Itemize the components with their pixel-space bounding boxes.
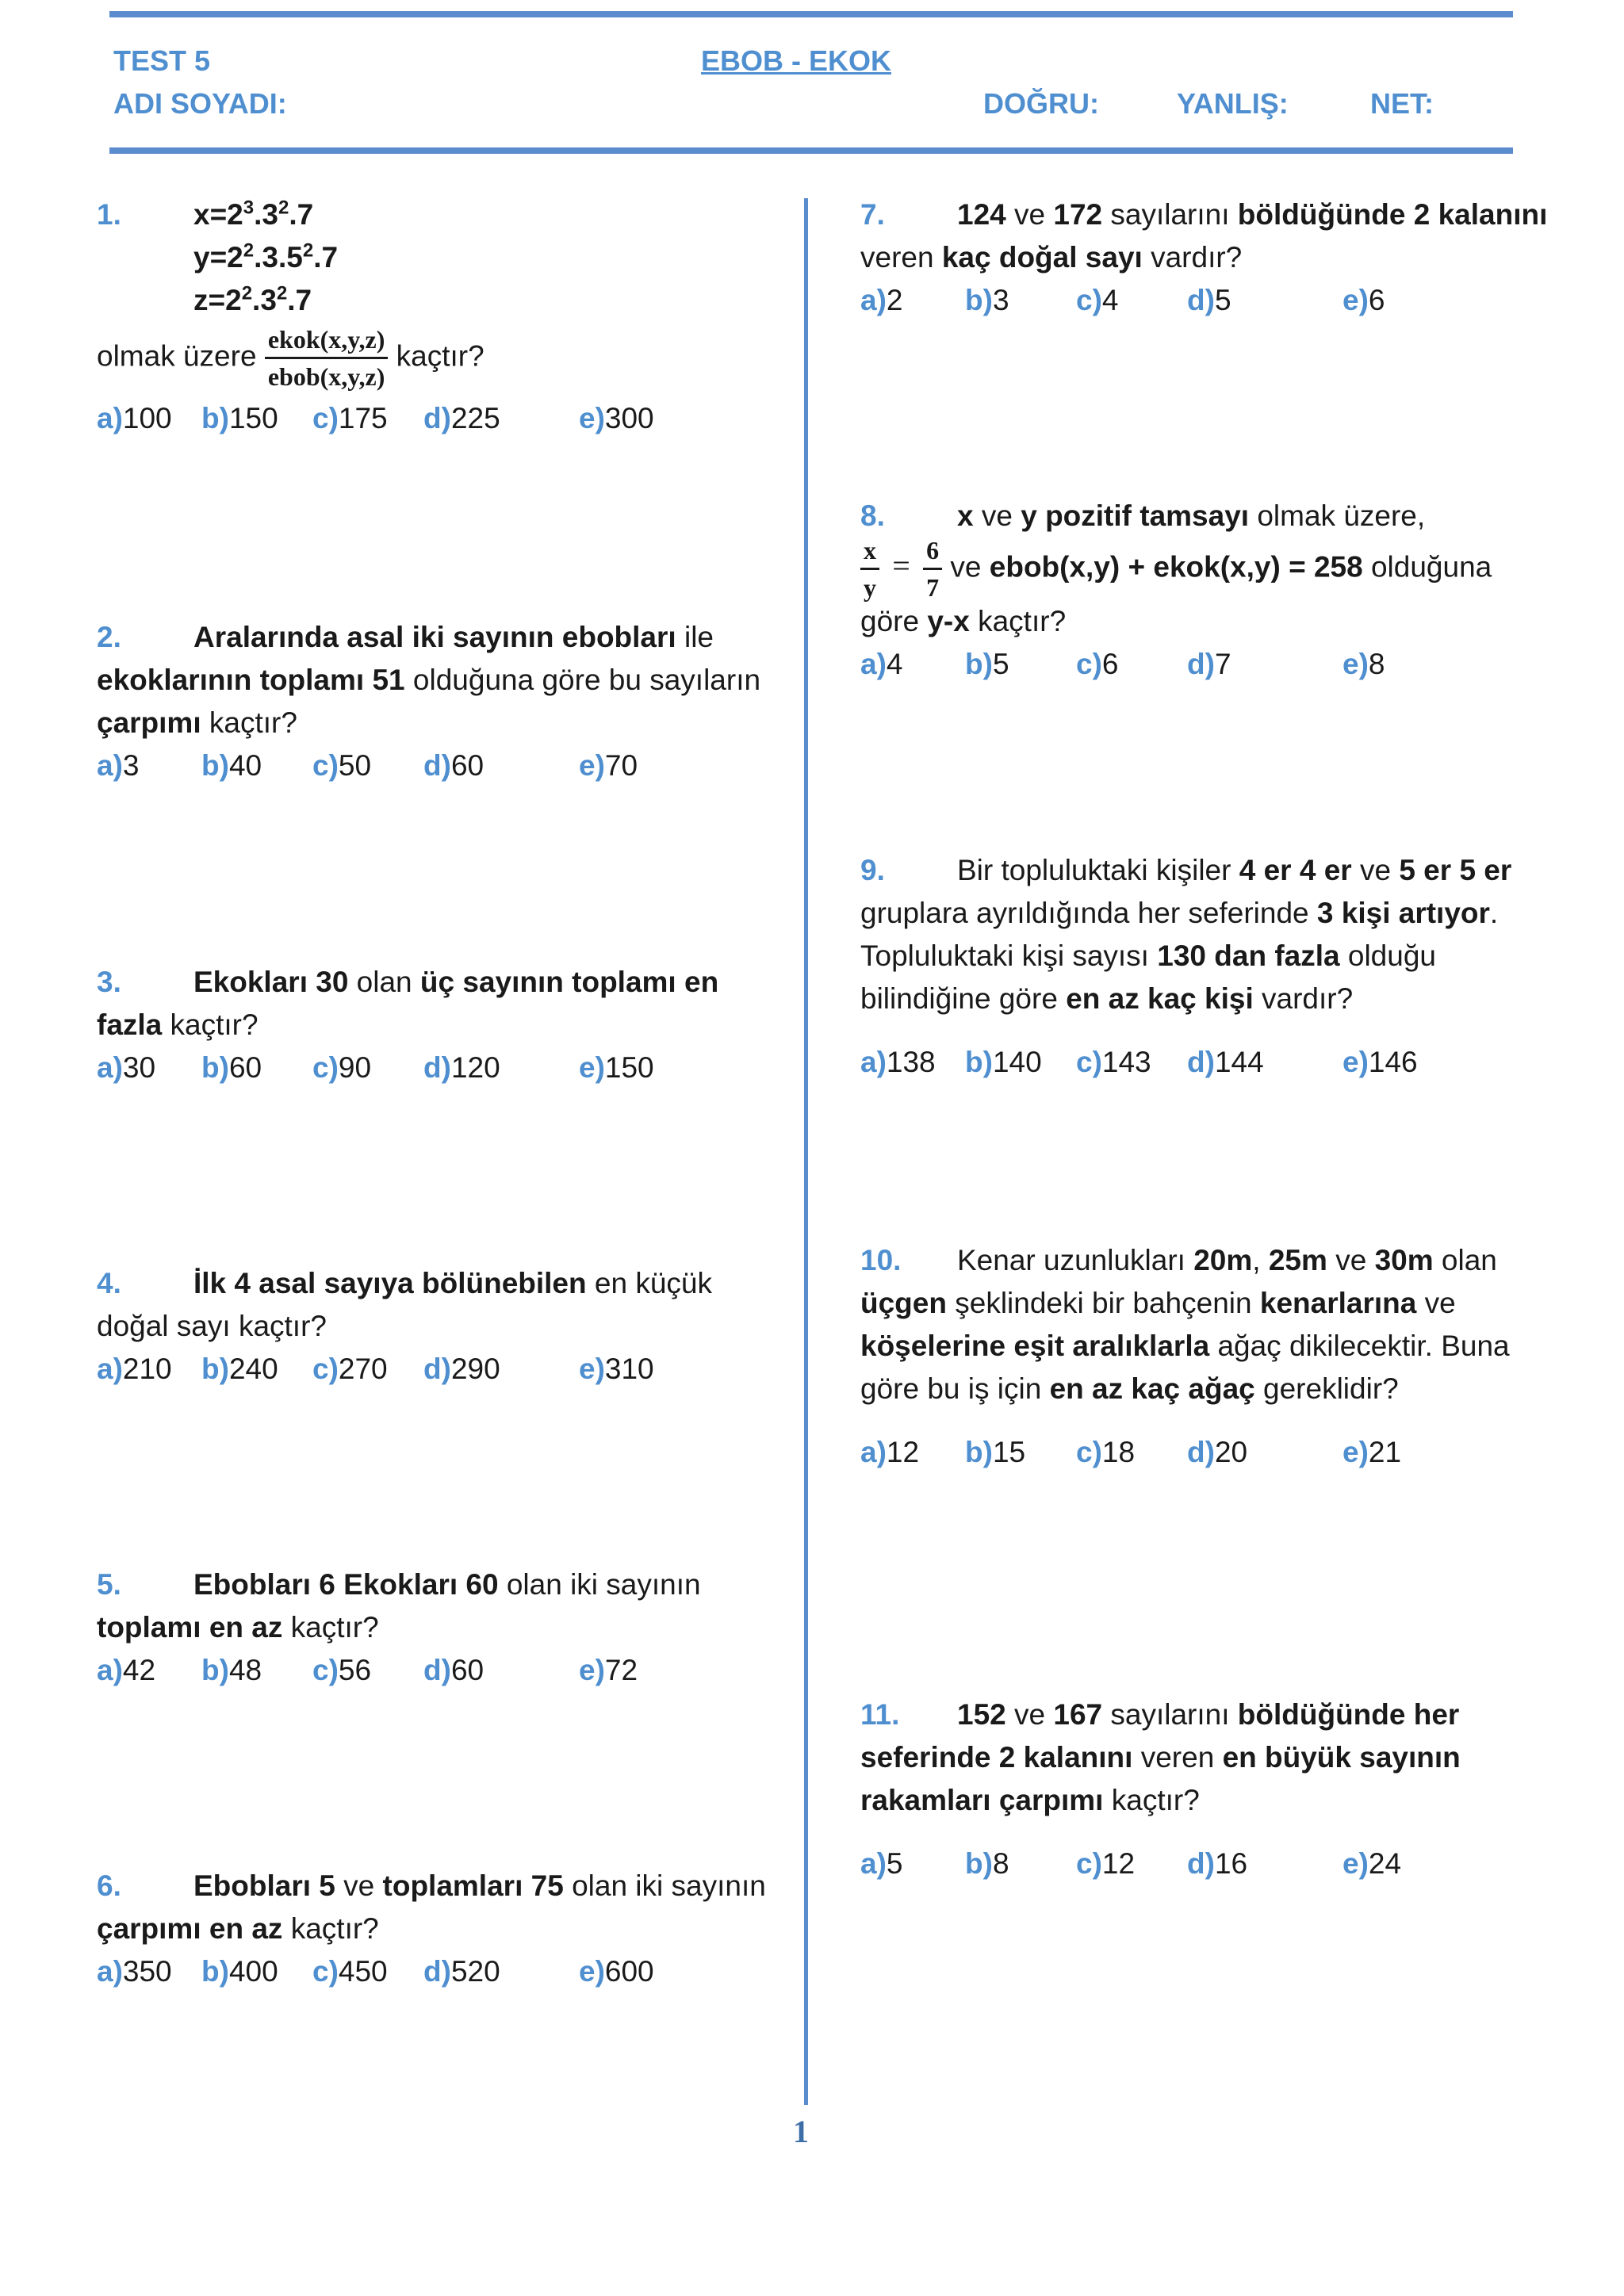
fraction-numerator: x xyxy=(860,538,879,570)
text: ve xyxy=(1005,198,1054,231)
text: vardır? xyxy=(1142,241,1243,274)
option-a[interactable]: a)3 xyxy=(97,749,140,782)
option-a[interactable]: a)350 xyxy=(97,1955,172,1988)
option-d[interactable]: d)120 xyxy=(423,1051,500,1084)
option-e[interactable]: e)8 xyxy=(1342,648,1385,680)
text-bold: böldüğünde 2 kalanını xyxy=(1237,198,1548,231)
text-bold: köşelerine eşit aralıklarla xyxy=(860,1330,1210,1362)
text: kaçtır? xyxy=(969,605,1067,637)
answer-options xyxy=(97,397,818,440)
option-d[interactable]: d)16 xyxy=(1187,1847,1248,1880)
eq-y: y=2 xyxy=(193,241,243,274)
option-b[interactable]: b)60 xyxy=(201,1051,262,1084)
text-bold: 20m xyxy=(1193,1244,1253,1276)
question-10 xyxy=(860,1239,1582,1474)
text-bold: böldüğünde her xyxy=(1237,1698,1460,1731)
text-bold: en az kaç ağaç xyxy=(1049,1372,1255,1405)
question-2 xyxy=(97,616,818,787)
text: olan xyxy=(348,966,420,998)
fraction-denominator: ebob(x,y,z) xyxy=(267,362,385,391)
answer-options xyxy=(97,1950,818,1993)
correct-label: DOĞRU: xyxy=(983,87,1099,120)
text-bold: 3 kişi artıyor xyxy=(1316,897,1490,929)
option-a[interactable]: a)30 xyxy=(97,1051,156,1084)
eq-part: .7 xyxy=(313,241,339,274)
text: göre bu iş için xyxy=(860,1372,1050,1405)
question-number: 3. xyxy=(97,966,121,998)
text-bold: kenarlarına xyxy=(1259,1287,1417,1319)
fraction-x-over-y xyxy=(860,538,879,600)
answer-options xyxy=(860,1843,1582,1885)
text-bold: ebob(x,y) + ekok(x,y) = 258 xyxy=(989,550,1363,584)
text: Kenar uzunlukları xyxy=(957,1244,1194,1276)
option-e[interactable]: e)146 xyxy=(1342,1046,1418,1078)
option-e[interactable]: e)24 xyxy=(1342,1847,1402,1880)
text: ve xyxy=(1005,1698,1054,1731)
question-number: 1. xyxy=(97,198,121,231)
text-bold: 4 er 4 er xyxy=(1239,854,1352,886)
option-e[interactable]: e)72 xyxy=(579,1654,638,1686)
text: ve xyxy=(1351,854,1400,886)
text: kaçtır? xyxy=(162,1008,259,1041)
option-c[interactable]: c)143 xyxy=(1076,1046,1151,1078)
exp: 2 xyxy=(243,239,255,262)
text: Topluluktaki kişi sayısı xyxy=(860,939,1158,972)
text-bold: en büyük sayının xyxy=(1222,1741,1461,1774)
page-number: 1 xyxy=(793,2114,809,2149)
text-bold: y pozitif tamsayı xyxy=(1021,499,1250,532)
text: olan iki sayının xyxy=(563,1869,766,1902)
text: ile xyxy=(676,621,714,653)
answer-options xyxy=(860,1431,1582,1474)
option-d[interactable]: d)5 xyxy=(1187,284,1231,316)
question-number: 5. xyxy=(97,1568,121,1601)
text-bold: fazla xyxy=(97,1008,163,1041)
question-4 xyxy=(97,1262,818,1391)
answer-options xyxy=(97,744,818,787)
question-text: kaçtır? xyxy=(396,339,485,373)
text: ağaç dikilecektir. Buna xyxy=(1209,1330,1510,1362)
option-b[interactable]: b)140 xyxy=(965,1046,1042,1078)
option-c[interactable]: c)50 xyxy=(312,749,372,782)
text-bold: seferinde 2 kalanını xyxy=(860,1741,1133,1774)
text-bold: Ebobları 6 Ekokları 60 xyxy=(193,1568,499,1601)
option-b[interactable]: b)40 xyxy=(201,749,262,782)
question-number: 8. xyxy=(860,499,885,532)
question-number: 11. xyxy=(860,1698,900,1731)
option-b[interactable]: b)3 xyxy=(965,284,1009,316)
answer-options xyxy=(860,279,1582,322)
fraction-denominator: 7 xyxy=(926,573,940,602)
option-b[interactable]: b)150 xyxy=(201,402,278,434)
text-bold: Ebobları 5 xyxy=(193,1869,335,1902)
text: kaçtır? xyxy=(201,706,297,739)
eq-part: .3 xyxy=(252,284,277,316)
text-bold: 152 xyxy=(957,1698,1006,1731)
text-bold: 5 er 5 er xyxy=(1399,854,1512,886)
test-label: TEST 5 xyxy=(113,44,211,77)
text: gereklidir? xyxy=(1254,1372,1399,1405)
net-label: NET: xyxy=(1370,87,1434,120)
option-d[interactable]: d)60 xyxy=(423,749,485,782)
text: olduğuna göre bu sayıların xyxy=(404,664,761,696)
option-d[interactable]: d)7 xyxy=(1187,648,1231,680)
text: kaçtır? xyxy=(282,1611,379,1644)
text-bold: çarpımı en az xyxy=(97,1912,283,1945)
eq-x: x=2 xyxy=(193,198,243,231)
eq-part: .3.5 xyxy=(254,241,303,274)
text: Bir topluluktaki kişiler xyxy=(957,854,1239,886)
text-bold: 130 dan fazla xyxy=(1157,939,1340,972)
option-c[interactable]: c)90 xyxy=(312,1051,372,1084)
text-bold: rakamları çarpımı xyxy=(860,1784,1104,1816)
question-5 xyxy=(97,1563,818,1692)
option-e[interactable]: e)310 xyxy=(579,1353,654,1385)
option-d[interactable]: d)60 xyxy=(423,1654,485,1686)
answer-options xyxy=(860,643,1582,686)
exp: 2 xyxy=(241,282,253,304)
name-label: ADI SOYADI: xyxy=(113,87,287,120)
answer-options xyxy=(97,1047,818,1089)
text-bold: kaç doğal sayı xyxy=(941,241,1143,274)
text: ve xyxy=(1416,1287,1456,1319)
question-9 xyxy=(860,849,1582,1084)
option-a[interactable]: a)138 xyxy=(860,1046,936,1078)
text-bold: 124 xyxy=(957,198,1006,231)
answer-options xyxy=(97,1348,818,1391)
option-d[interactable]: d)290 xyxy=(423,1353,500,1385)
text: ve xyxy=(973,499,1021,532)
text: bilindiğine göre xyxy=(860,982,1067,1015)
text-bold: x xyxy=(957,499,974,532)
text: . xyxy=(1489,897,1499,929)
text-bold: en az kaç kişi xyxy=(1066,982,1254,1015)
text: veren xyxy=(1132,1741,1223,1774)
option-c[interactable]: c)175 xyxy=(312,402,388,434)
question-number: 7. xyxy=(860,198,885,231)
eq-part: .7 xyxy=(289,198,314,231)
question-7 xyxy=(860,193,1582,322)
option-b[interactable]: b)15 xyxy=(965,1436,1026,1468)
question-number: 4. xyxy=(97,1267,121,1299)
option-a[interactable]: a)5 xyxy=(860,1847,903,1880)
text: kaçtır? xyxy=(1103,1784,1200,1816)
option-b[interactable]: b)400 xyxy=(201,1955,278,1988)
text: veren xyxy=(860,241,942,274)
text: sayılarını xyxy=(1102,1698,1238,1731)
option-c[interactable]: c)56 xyxy=(312,1654,372,1686)
text: vardır? xyxy=(1253,982,1354,1015)
text-bold: 167 xyxy=(1053,1698,1103,1731)
option-a[interactable]: a)100 xyxy=(97,402,172,434)
option-e[interactable]: e)70 xyxy=(579,749,638,782)
text-bold: Aralarında asal iki sayının ebobları xyxy=(193,621,676,653)
option-e[interactable]: e)600 xyxy=(579,1955,654,1988)
question-1 xyxy=(97,193,818,440)
question-number: 2. xyxy=(97,621,121,653)
text-bold: toplamı en az xyxy=(97,1611,283,1644)
option-d[interactable]: d)520 xyxy=(423,1955,500,1988)
text-bold: İlk 4 asal sayıya bölünebilen xyxy=(193,1267,587,1299)
exp: 2 xyxy=(302,239,314,262)
option-b[interactable]: b)48 xyxy=(201,1654,262,1686)
fraction-denominator: y xyxy=(864,573,876,602)
text-bold: Ekokları 30 xyxy=(193,966,349,998)
option-e[interactable]: e)6 xyxy=(1342,284,1385,316)
question-number: 6. xyxy=(97,1869,121,1902)
text: olan xyxy=(1433,1244,1497,1276)
text-bold: 30m xyxy=(1374,1244,1434,1276)
text: olduğu xyxy=(1339,939,1436,972)
fraction-numerator: ekok(x,y,z) xyxy=(265,327,389,359)
question-6 xyxy=(97,1865,818,1993)
question-number: 9. xyxy=(860,854,885,886)
text: ve xyxy=(1327,1244,1375,1276)
text-bold: 25m xyxy=(1268,1244,1327,1276)
text: ve xyxy=(942,550,990,584)
eq-part: .3 xyxy=(254,198,278,231)
option-c[interactable]: c)270 xyxy=(312,1353,388,1385)
option-d[interactable]: d)20 xyxy=(1187,1436,1248,1468)
option-e[interactable]: e)300 xyxy=(579,402,654,434)
text-bold: y-x xyxy=(927,605,970,637)
question-8 xyxy=(860,495,1582,686)
exp: 2 xyxy=(276,282,288,304)
text: en küçük xyxy=(586,1267,712,1299)
option-a[interactable]: a)210 xyxy=(97,1353,172,1385)
text: olmak üzere, xyxy=(1249,499,1426,532)
text: , xyxy=(1252,1244,1269,1276)
text-bold: üç sayının toplamı en xyxy=(419,966,719,998)
exp: 3 xyxy=(243,197,255,219)
text: doğal sayı kaçtır? xyxy=(97,1310,327,1342)
header-top-rule xyxy=(109,11,1513,17)
option-e[interactable]: e)150 xyxy=(579,1051,654,1084)
wrong-label: YANLIŞ: xyxy=(1177,87,1289,120)
option-a[interactable]: a)12 xyxy=(860,1436,920,1468)
option-b[interactable]: b)240 xyxy=(201,1353,278,1385)
text: şeklindeki bir bahçenin xyxy=(946,1287,1260,1319)
page-title: EBOB - EKOK xyxy=(701,44,892,77)
option-d[interactable]: d)225 xyxy=(423,402,500,434)
question-3 xyxy=(97,961,818,1089)
answer-options xyxy=(97,1649,818,1692)
option-c[interactable]: c)6 xyxy=(1076,648,1119,680)
question-11 xyxy=(860,1693,1582,1885)
text: olduğuna xyxy=(1362,550,1492,584)
text: sayılarını xyxy=(1102,198,1238,231)
answer-options xyxy=(860,1041,1582,1084)
text: ve xyxy=(335,1869,383,1902)
eq-part: .7 xyxy=(287,284,312,316)
text: kaçtır? xyxy=(282,1912,379,1945)
fraction-6-over-7 xyxy=(923,538,942,600)
option-b[interactable]: b)5 xyxy=(965,648,1009,680)
equals-sign: = xyxy=(892,548,910,584)
option-d[interactable]: d)144 xyxy=(1187,1046,1264,1078)
fraction-numerator: 6 xyxy=(923,538,942,570)
option-c[interactable]: c)450 xyxy=(312,1955,388,1988)
text-bold: 172 xyxy=(1053,198,1103,231)
option-c[interactable]: c)4 xyxy=(1076,284,1119,316)
option-c[interactable]: c)12 xyxy=(1076,1847,1136,1880)
text-bold: üçgen xyxy=(860,1287,947,1319)
text-bold: çarpımı xyxy=(97,706,201,739)
column-divider xyxy=(804,198,808,2105)
question-text: olmak üzere xyxy=(97,339,257,373)
header-bottom-rule xyxy=(109,147,1513,154)
fraction-ekok-ebob xyxy=(265,327,389,389)
text-bold: ekoklarının toplamı 51 xyxy=(97,664,405,696)
question-number: 10. xyxy=(860,1244,902,1276)
text: gruplara ayrıldığında her seferinde xyxy=(860,897,1317,929)
text: olan iki sayının xyxy=(498,1568,701,1601)
text: göre xyxy=(860,605,928,637)
option-e[interactable]: e)21 xyxy=(1342,1436,1402,1468)
option-b[interactable]: b)8 xyxy=(965,1847,1009,1880)
option-a[interactable]: a)4 xyxy=(860,648,903,680)
option-a[interactable]: a)2 xyxy=(860,284,903,316)
eq-z: z=2 xyxy=(193,284,242,316)
option-a[interactable]: a)42 xyxy=(97,1654,156,1686)
option-c[interactable]: c)18 xyxy=(1076,1436,1136,1468)
exp: 2 xyxy=(278,197,289,219)
text-bold: toplamları 75 xyxy=(382,1869,564,1902)
